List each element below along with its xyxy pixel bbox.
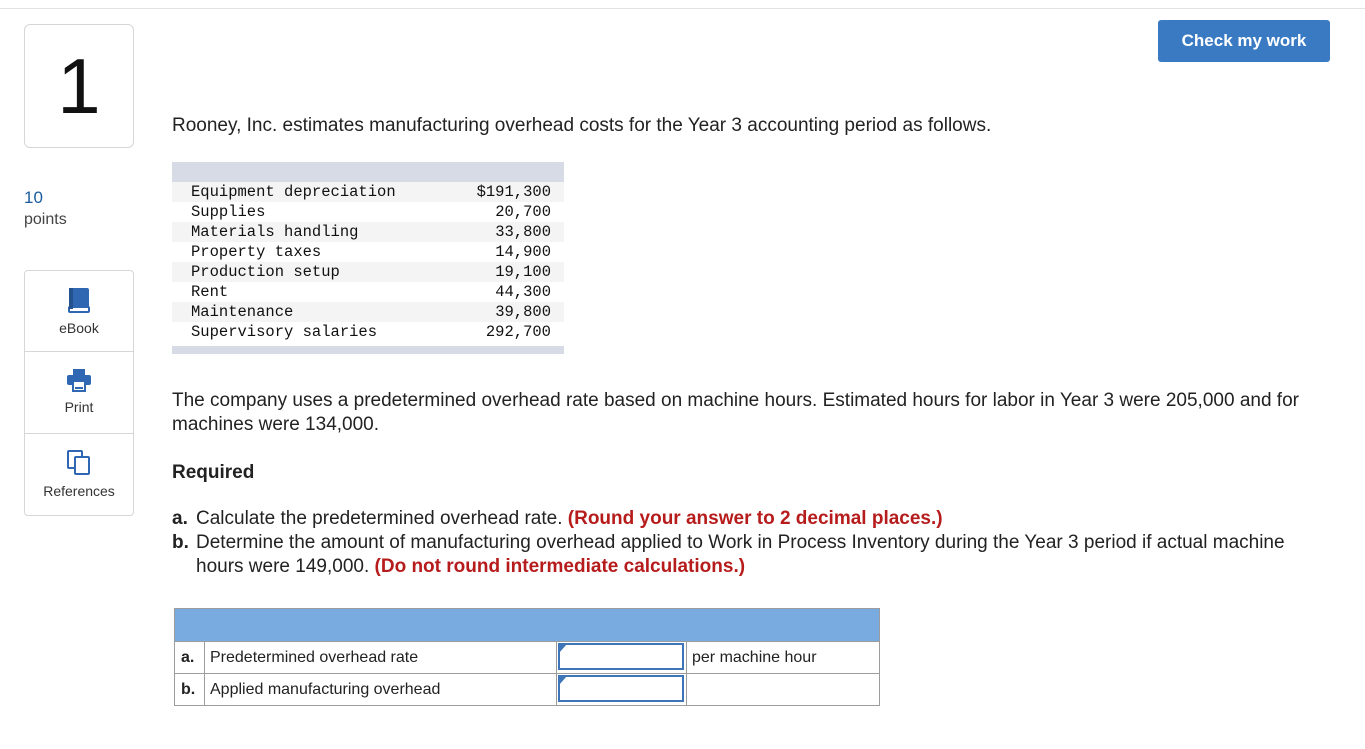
overhead-item: Equipment depreciation xyxy=(191,183,396,201)
requirement-a-text: Calculate the predetermined overhead rate. xyxy=(196,508,568,529)
question-number-box xyxy=(24,24,134,148)
overhead-amount: 39,800 xyxy=(495,303,551,321)
answer-input-cell xyxy=(557,642,687,673)
required-heading: Required xyxy=(172,462,255,483)
book-icon xyxy=(67,287,91,313)
ebook-button[interactable] xyxy=(24,270,134,352)
overhead-item: Production setup xyxy=(191,263,340,281)
input-flag-icon xyxy=(559,644,567,653)
overhead-row xyxy=(172,182,564,202)
requirements-list xyxy=(172,507,1332,579)
overhead-item: Supervisory salaries xyxy=(191,323,378,341)
problem-intro: Rooney, Inc. estimates manufacturing overhead costs for the Year 3 accounting period as follows. xyxy=(172,115,992,136)
question-number: 1 xyxy=(57,42,101,130)
overhead-row xyxy=(172,242,564,262)
overhead-item: Materials handling xyxy=(191,223,359,241)
overhead-item: Supplies xyxy=(191,203,266,221)
input-flag-icon xyxy=(559,676,567,685)
ebook-label: eBook xyxy=(59,320,99,336)
overhead-row xyxy=(172,202,564,222)
requirement-a-note: (Round your answer to 2 decimal places.) xyxy=(567,508,943,529)
references-button[interactable] xyxy=(24,434,134,516)
overhead-row xyxy=(172,302,564,322)
overhead-amount: 44,300 xyxy=(495,283,551,301)
overhead-row xyxy=(172,222,564,242)
overhead-table-header xyxy=(172,162,564,182)
overhead-amount: 292,700 xyxy=(485,323,551,341)
answer-table xyxy=(174,608,880,706)
answer-row-letter: a. xyxy=(175,642,205,673)
answer-row-label: Applied manufacturing overhead xyxy=(205,674,557,705)
requirement-b-text: Determine the amount of manufacturing overhead applied to Work in Process Inventory during the Year 3 period if actual machine hours were 149,000. xyxy=(196,532,1285,577)
overhead-row xyxy=(172,262,564,282)
overhead-item: Maintenance xyxy=(191,303,294,321)
overhead-amount: 33,800 xyxy=(495,223,551,241)
copy-documents-icon xyxy=(67,450,91,476)
overhead-table-footer xyxy=(172,346,564,354)
predetermined-rate-input[interactable] xyxy=(558,643,684,670)
print-label: Print xyxy=(64,399,94,415)
overhead-item: Rent xyxy=(191,283,229,301)
overhead-row xyxy=(172,282,564,302)
requirement-b-letter: b. xyxy=(172,532,189,553)
answer-table-header xyxy=(175,609,879,642)
overhead-amount: 20,700 xyxy=(495,203,551,221)
answer-row-b xyxy=(175,673,879,705)
requirement-a xyxy=(172,507,1332,531)
tool-panel xyxy=(24,270,134,516)
printer-icon xyxy=(66,368,92,392)
overhead-amount: $191,300 xyxy=(476,183,551,201)
overhead-item: Property taxes xyxy=(191,243,322,261)
problem-details: The company uses a predetermined overhead rate based on machine hours. Estimated hours for labor in Year 3 were 205,000 and for machines were 134,000. xyxy=(172,390,1299,435)
answer-input-cell xyxy=(557,674,687,705)
overhead-amount: 19,100 xyxy=(495,263,551,281)
requirement-b-note: (Do not round intermediate calculations.) xyxy=(374,556,746,577)
requirement-a-letter: a. xyxy=(172,508,188,529)
applied-overhead-input[interactable] xyxy=(558,675,684,702)
overhead-amount: 14,900 xyxy=(495,243,551,261)
references-label: References xyxy=(43,483,115,499)
overhead-row xyxy=(172,322,564,342)
answer-unit-label: per machine hour xyxy=(692,649,817,666)
top-divider xyxy=(0,8,1365,9)
requirement-b xyxy=(172,531,1332,579)
points-label: points xyxy=(24,211,67,228)
answer-row-letter: b. xyxy=(175,674,205,705)
answer-row-label: Predetermined overhead rate xyxy=(205,642,557,673)
answer-row-a xyxy=(175,642,879,673)
points-value: 10 xyxy=(24,188,43,207)
overhead-cost-table xyxy=(172,162,564,354)
answer-unit-label xyxy=(687,674,879,705)
print-button[interactable] xyxy=(24,352,134,434)
check-my-work-button[interactable]: Check my work xyxy=(1158,20,1330,62)
